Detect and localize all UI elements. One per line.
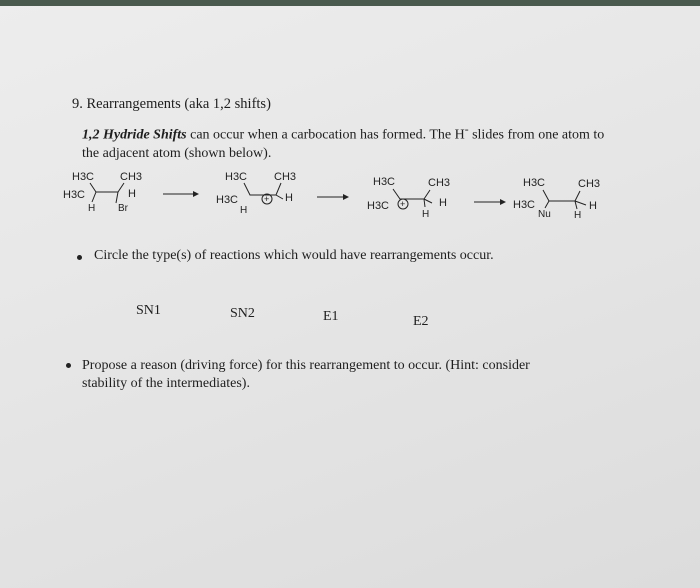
question-2-line-1: Propose a reason (driving force) for this rearrangement to occur. (Hint: consider [82, 358, 530, 373]
bullet-2 [66, 363, 71, 368]
s1-h-right: H [128, 188, 136, 200]
intro-text-1: can occur when a carbocation has formed. The H [186, 127, 465, 143]
bullet-1 [77, 255, 82, 260]
s3-ch3-top: CH3 [428, 177, 451, 189]
intro-text-1-end: slides from one atom to [468, 127, 605, 143]
intro-superscript: - [464, 123, 469, 136]
question-2-text [82, 357, 622, 393]
structure-1 [63, 171, 142, 214]
s2-plus: + [264, 194, 270, 204]
question-heading: 9. Rearrangements (aka 1,2 shifts) [72, 96, 271, 112]
intro-lead: 1,2 Hydride Shifts [82, 127, 187, 143]
option-sn1[interactable]: SN1 [136, 303, 161, 318]
s4-h-right: H [589, 200, 597, 212]
option-sn2[interactable]: SN2 [230, 306, 255, 321]
s2-h-right: H [285, 192, 293, 204]
s3-h3c-top: H3C [373, 176, 396, 188]
option-e1[interactable]: E1 [323, 309, 339, 324]
s3-h-right: H [439, 197, 447, 209]
s1-ch3-top: CH3 [120, 171, 143, 183]
structure-4 [513, 177, 600, 221]
s3-h-bottom: H [422, 209, 430, 220]
structure-3 [367, 176, 450, 220]
s1-h3c-top: H3C [72, 171, 95, 183]
s1-h-bottom: H [88, 203, 96, 214]
question-2-line-2: stability of the intermediates). [82, 376, 250, 391]
option-e2[interactable]: E2 [413, 314, 429, 329]
s2-h3c-top: H3C [225, 171, 248, 183]
s4-ch3-top: CH3 [578, 178, 601, 190]
s4-h-bottom: H [574, 210, 582, 221]
structure-2 [216, 171, 296, 216]
s4-nu: Nu [538, 209, 551, 220]
s1-br: Br [118, 203, 128, 214]
s3-plus: + [400, 199, 406, 209]
s3-h3c-left: H3C [367, 200, 390, 212]
s4-h3c-top: H3C [523, 177, 546, 189]
question-1-text: Circle the type(s) of reactions which would have rearrangements occur. [94, 248, 494, 263]
intro-text-2: the adjacent atom (shown below). [82, 145, 272, 161]
s2-h-bottom: H [240, 205, 248, 216]
s2-h3c-left: H3C [216, 194, 239, 206]
s1-h3c-left: H3C [63, 189, 86, 201]
s4-h3c-left: H3C [513, 199, 536, 211]
s2-ch3-top: CH3 [274, 171, 297, 183]
